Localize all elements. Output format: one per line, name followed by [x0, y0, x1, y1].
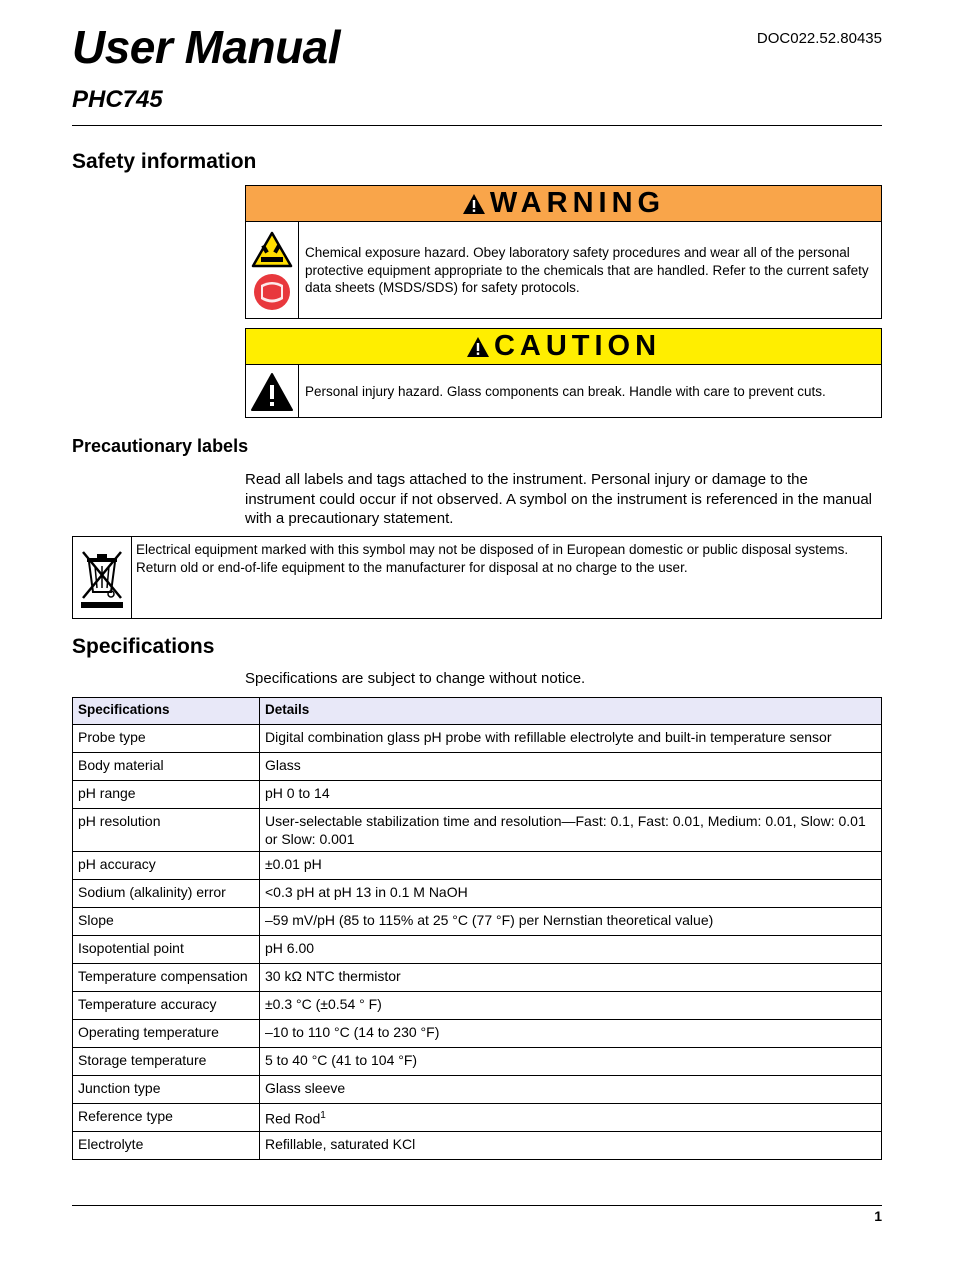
caution-triangle-icon	[466, 336, 490, 358]
spec-name: Sodium (alkalinity) error	[73, 880, 260, 908]
table-header-row	[73, 698, 882, 725]
spec-detail: Glass sleeve	[260, 1076, 882, 1104]
spec-detail: ±0.01 pH	[260, 852, 882, 880]
spec-name: pH resolution	[73, 809, 260, 852]
spec-name: Isopotential point	[73, 936, 260, 964]
spec-detail: ±0.3 °C (±0.54 ° F)	[260, 992, 882, 1020]
spec-detail: Digital combination glass pH probe with refillable electrolyte and built-in temperature sensor	[260, 725, 882, 753]
table-row	[73, 1104, 882, 1132]
footnote-mark: 1	[320, 1110, 326, 1121]
safety-heading: Safety information	[72, 150, 257, 173]
spec-detail: Refillable, saturated KCl	[260, 1132, 882, 1160]
spec-name: Body material	[73, 753, 260, 781]
specifications-table	[72, 697, 882, 1160]
spec-detail: –10 to 110 °C (14 to 230 °F)	[260, 1020, 882, 1048]
exclamation-hazard-icon	[250, 372, 294, 412]
reference-type-value: Red Rod	[265, 1110, 321, 1127]
face-shield-icon	[254, 273, 290, 311]
table-row	[73, 880, 882, 908]
spec-name: Temperature compensation	[73, 964, 260, 992]
caution-icon-column	[246, 365, 299, 418]
table-row	[73, 809, 882, 852]
weee-icon-column	[73, 537, 132, 618]
warning-triangle-icon	[462, 193, 486, 215]
table-row	[73, 1048, 882, 1076]
table-row	[73, 1076, 882, 1104]
specifications-note: Specifications are subject to change without notice.	[245, 670, 586, 687]
column-header-specifications: Specifications	[73, 698, 260, 725]
warning-label: WARNING	[489, 187, 666, 219]
warning-box	[245, 185, 882, 319]
document-title: User Manual	[72, 21, 341, 73]
spec-name: Operating temperature	[73, 1020, 260, 1048]
column-header-details: Details	[260, 698, 882, 725]
spec-name: Reference type	[73, 1104, 260, 1132]
warning-header	[246, 186, 881, 222]
specifications-heading: Specifications	[72, 635, 215, 658]
weee-text: Electrical equipment marked with this symbol may not be disposed of in European domestic or public disposal systems. Return old or end-of-life equipment to the manufacturer for disposal at no charge to the user.	[136, 542, 849, 575]
spec-name: Electrolyte	[73, 1132, 260, 1160]
table-row	[73, 936, 882, 964]
table-row	[73, 908, 882, 936]
table-row	[73, 852, 882, 880]
spec-name: Temperature accuracy	[73, 992, 260, 1020]
spec-name: Storage temperature	[73, 1048, 260, 1076]
footer-rule	[72, 1205, 882, 1206]
table-row	[73, 781, 882, 809]
spec-name: Junction type	[73, 1076, 260, 1104]
caution-header	[246, 329, 881, 365]
table-row	[73, 753, 882, 781]
spec-detail: 30 kΩ NTC thermistor	[260, 964, 882, 992]
spec-name: Slope	[73, 908, 260, 936]
spec-detail: pH 0 to 14	[260, 781, 882, 809]
chemical-hazard-icon	[251, 231, 293, 269]
spec-name: pH range	[73, 781, 260, 809]
caution-box	[245, 328, 882, 418]
weee-label-box	[72, 536, 882, 619]
caution-label: CAUTION	[493, 330, 662, 362]
caution-text: Personal injury hazard. Glass components can break. Handle with care to prevent cuts.	[305, 383, 826, 399]
spec-name: Probe type	[73, 725, 260, 753]
table-row	[73, 1132, 882, 1160]
spec-detail	[260, 1104, 882, 1132]
warning-icon-column	[246, 222, 299, 319]
table-row	[73, 1020, 882, 1048]
precautionary-heading: Precautionary labels	[72, 436, 249, 456]
spec-detail: <0.3 pH at pH 13 in 0.1 M NaOH	[260, 880, 882, 908]
spec-detail: User-selectable stabilization time and resolution—Fast: 0.1, Fast: 0.01, Medium: 0.01, Slow: 0.01 or Slow: 0.001	[260, 809, 882, 852]
spec-detail: –59 mV/pH (85 to 115% at 25 °C (77 °F) per Nernstian theoretical value)	[260, 908, 882, 936]
precautionary-intro: Read all labels and tags attached to the instrument. Personal injury or damage to the instrument could occur if not observed. A symbol on the instrument is referenced in the manual with a precautionary statement.	[245, 471, 872, 527]
spec-detail: 5 to 40 °C (41 to 104 °F)	[260, 1048, 882, 1076]
table-row	[73, 725, 882, 753]
doc-number: DOC022.52.80435	[756, 30, 882, 47]
spec-name: pH accuracy	[73, 852, 260, 880]
header-rule	[72, 125, 882, 126]
model-name: PHC745	[72, 86, 163, 113]
table-row	[73, 992, 882, 1020]
warning-text: Chemical exposure hazard. Obey laboratory safety procedures and wear all of the personal protective equipment appropriate to the chemicals that are handled. Refer to the current safety data sheets (MSDS/SDS) for safety protocols.	[305, 245, 869, 296]
page-number: 1	[874, 1208, 882, 1224]
table-row	[73, 964, 882, 992]
spec-detail: Glass	[260, 753, 882, 781]
crossed-out-bin-icon	[77, 546, 127, 610]
spec-detail: pH 6.00	[260, 936, 882, 964]
